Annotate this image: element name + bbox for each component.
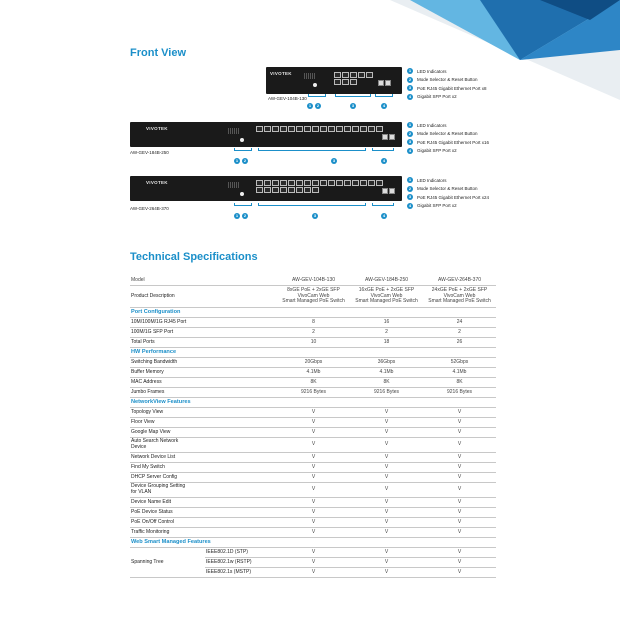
- table-header: Model AW-GEV-104B-130 AW-GEV-184B-250 AW-GEV-264B-370: [130, 276, 496, 286]
- brand-logo: VIVOTEK: [270, 71, 292, 76]
- table-row: Find My Switch V V V: [130, 463, 496, 473]
- callout-2: 2: [243, 158, 247, 163]
- callout-4: 4: [382, 213, 386, 218]
- table-row: Product Description 8xGE PoE + 2xGE SFP VivoCam Web Smart Managed PoE Switch 16xGE PoE + 2xGE SFP VivoCam Web Smart Managed PoE Switch 24xGE PoE + 2xGE SFP VivoCam Web Smart Managed PoE Switch: [130, 286, 496, 308]
- section-title: Port Configuration: [130, 308, 496, 318]
- callout-bracket: [372, 203, 394, 206]
- table-row: Floor View V V V: [130, 418, 496, 428]
- table-row: 10M/100M/1G RJ45 Port 8 16 24: [130, 318, 496, 328]
- spec-table: [130, 276, 496, 578]
- callout-bracket: [372, 148, 394, 151]
- table-row: Total Ports 10 18 26: [130, 338, 496, 348]
- table-row: Device Grouping Setting for VLAN V V V: [130, 483, 496, 498]
- section-title: NetworkView Features: [130, 398, 496, 408]
- table-row: Topology View V V V: [130, 408, 496, 418]
- callout-bracket: [258, 148, 366, 151]
- section-title: HW Performance: [130, 348, 496, 358]
- switch-front-panel: [130, 176, 402, 201]
- table-row: IEEE802.1s (MSTP) V V V: [130, 568, 496, 578]
- section-title: Web Smart Managed Features: [130, 538, 496, 548]
- reset-button: [240, 192, 244, 196]
- table-row: PoE On/Off Control V V V: [130, 518, 496, 528]
- callout-bracket: [335, 94, 371, 97]
- table-row: Spanning Tree IEEE802.1D (STP) V V V: [130, 548, 496, 558]
- table-row: Traffic Monitoring V V V: [130, 528, 496, 538]
- callout-2: 2: [243, 213, 247, 218]
- switch-front-panel: [266, 67, 402, 94]
- table-row: 100M/1G SFP Port 2 2 2: [130, 328, 496, 338]
- table-row: DHCP Server Config V V V: [130, 473, 496, 483]
- callout-4: 4: [382, 158, 386, 163]
- sfp-ports: [382, 188, 395, 194]
- callout-1: 1: [235, 158, 239, 163]
- reset-button: [313, 83, 317, 87]
- switch-front-panel: [130, 122, 402, 147]
- rj45-ports: [334, 72, 374, 85]
- tech-specs-heading: Technical Specifications: [130, 251, 258, 263]
- callout-3: 3: [313, 213, 317, 218]
- callout-bracket: [375, 94, 393, 97]
- table-row: Jumbo Frames 9216 Bytes 9216 Bytes 9216 Bytes: [130, 388, 496, 398]
- rj45-ports: [256, 180, 386, 193]
- legend-1: 1 LED Indicators 2 Mode Selector & Reset Button 3 PoE RJ45 Gigabit Ethernet Port x8 4 Gigabit SFP Port x2: [408, 68, 487, 100]
- front-view-heading: Front View: [130, 47, 187, 59]
- table-row: Google Map View V V V: [130, 428, 496, 438]
- table-row: Switching Bandwidth 20Gbps 36Gbps 52Gbps: [130, 358, 496, 368]
- table-row: PoE Device Status V V V: [130, 508, 496, 518]
- callout-bracket: [308, 94, 326, 97]
- model-label: AW-GEV-104B-130: [268, 96, 307, 101]
- sfp-ports: [378, 80, 391, 86]
- callout-bracket: [234, 148, 252, 151]
- table-row: Network Device List V V V: [130, 453, 496, 463]
- table-row: MAC Address 8K 8K 8K: [130, 378, 496, 388]
- callout-1: 1: [235, 213, 239, 218]
- brand-logo: VIVOTEK: [146, 126, 168, 131]
- callout-3: 3: [351, 103, 355, 108]
- reset-button: [240, 138, 244, 142]
- callout-2: 2: [316, 103, 320, 108]
- legend-2: 1 LED Indicators 2 Mode Selector & Reset Button 3 PoE RJ45 Gigabit Ethernet Port x16 4 Gigabit SFP Port x2: [408, 122, 490, 154]
- legend-3: 1 LED Indicators 2 Mode Selector & Reset Button 3 PoE RJ45 Gigabit Ethernet Port x24 4 Gigabit SFP Port x2: [408, 177, 490, 209]
- model-label: AW-GEV-264B-370: [130, 206, 169, 211]
- model-label: AW-GEV-184B-250: [130, 150, 169, 155]
- callout-4: 4: [382, 103, 386, 108]
- sfp-ports: [382, 134, 395, 140]
- table-row: Device Name Edit V V V: [130, 498, 496, 508]
- callout-bracket: [234, 203, 252, 206]
- rj45-ports: [256, 126, 386, 132]
- table-row: Buffer Memory 4.1Mb 4.1Mb 4.1Mb: [130, 368, 496, 378]
- callout-1: 1: [308, 103, 312, 108]
- callout-bracket: [258, 203, 366, 206]
- led-indicators: [304, 73, 316, 79]
- led-indicators: [228, 182, 240, 188]
- table-row: Auto Search Network Device V V V: [130, 438, 496, 453]
- led-indicators: [228, 128, 240, 134]
- brand-logo: VIVOTEK: [146, 180, 168, 185]
- callout-3: 3: [332, 158, 336, 163]
- table-row: IEEE802.1w (RSTP) V V V: [130, 558, 496, 568]
